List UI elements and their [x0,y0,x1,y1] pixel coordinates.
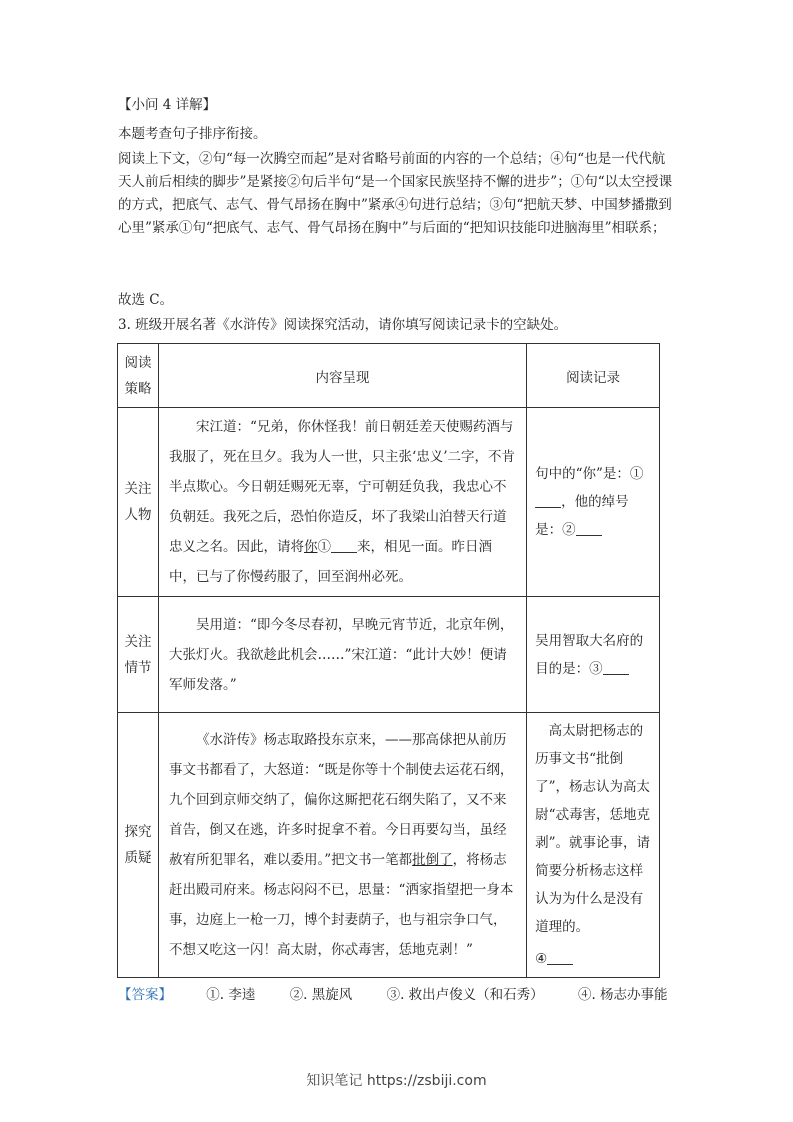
blank-line [535,493,561,508]
row-record: 句中的“你”是：①，他的绰号是：② [527,408,660,597]
row-content: 《水浒传》杨志取路投东京来，——那高俅把从前历事文书都看了，大怒道：“既是你等十个制使去运花石纲，九个回到京师交纳了，偏你这厮把花石纲失陷了，又不来首告，倒又在逃，许多时捉拿不着。今日再要勾当，虽经赦宥所犯罪名，难以委用。”把文书一笔都批倒了，将杨志赶出殿司府来。杨志闷闷不已，思量：“洒家指望把一身本事，边庭上一枪一刀，博个封妻荫子，也与祖宗争口气，不想又吃这一闪！高太尉，你忒毒害，恁地克剥！” [158,713,526,978]
reading-record-table [117,343,660,978]
blank-line [547,950,573,965]
table-header-row [118,344,660,408]
answer-item: ②. 黑旋风 [289,987,353,1003]
table-row [118,713,660,978]
analysis-paragraph: 阅读上下文，②句“每一次腾空而起”是对省略号前面的内容的一个总结；④句“也是一代代航天人前后相续的脚步”是紧接②句后半句“是一个国家民族坚持不懈的进步”；①句“以太空授课的方式，把底气、志气、骨气昂扬在胸中”紧承④句进行总结；③句“把航天梦、中国梦播撒到心里”紧承①句“把底气、志气、骨气昂扬在胸中”与后面的“把知识技能印进脑海里”相联系； [118,151,673,236]
answer-item: ④. 杨志办事能 [577,987,668,1003]
answer-tag: 【答案】 [118,987,172,1003]
blank-line [603,660,629,675]
header-strategy: 阅读策略 [118,344,159,408]
answer-item: ③. 救出卢俊义（和石秀） [386,987,544,1003]
row-content: 吴用道：“即今冬尽春初，早晚元宵节近，北京年例，大张灯火。我欲趁此机会……”宋江道：“此计大妙！便请军师发落。” [158,597,526,713]
table-row [118,597,660,713]
blank-line [576,521,602,536]
section-heading: 【小问 4 详解】 [118,97,217,113]
row-strategy: 关注人物 [118,408,159,597]
question-text: 3. 班级开展名著《水浒传》阅读探究活动，请你填写阅读记录卡的空缺处。 [118,317,568,333]
answer-line [118,983,698,1003]
row-record: 吴用智取大名府的目的是：③ [527,597,660,713]
row-strategy: 关注情节 [118,597,159,713]
blank-line [331,538,357,553]
row-record: 高太尉把杨志的历事文书“批倒了”，杨志认为高太尉“忒毒害，恁地克剥”。就事论事，请简要分析杨志这样认为为什么是没有道理的。 ④ [527,713,660,978]
row-content: 宋江道：“兄弟，你休怪我！前日朝廷差天使赐药酒与我服了，死在旦夕。我为人一世，只主张‘忠义’二字，不肯半点欺心。今日朝廷赐死无辜，宁可朝廷负我，我忠心不负朝廷。我死之后，恐怕你造反，坏了我梁山泊替天行道忠义之名。因此，请将你① 来，相见一面。昨日酒中，已与了你慢药服了，回至润州必死。 [158,408,526,597]
footer-watermark: 知识笔记 https://zsbiji.com [306,1073,487,1089]
header-record: 阅读记录 [527,344,660,408]
header-content: 内容呈现 [158,344,526,408]
answer-item: ①. 李逵 [206,987,256,1003]
row-strategy: 探究质疑 [118,713,159,978]
conclusion-text: 故选 C。 [118,292,174,308]
table-row [118,408,660,597]
intro-text: 本题考查句子排序衔接。 [118,126,267,142]
